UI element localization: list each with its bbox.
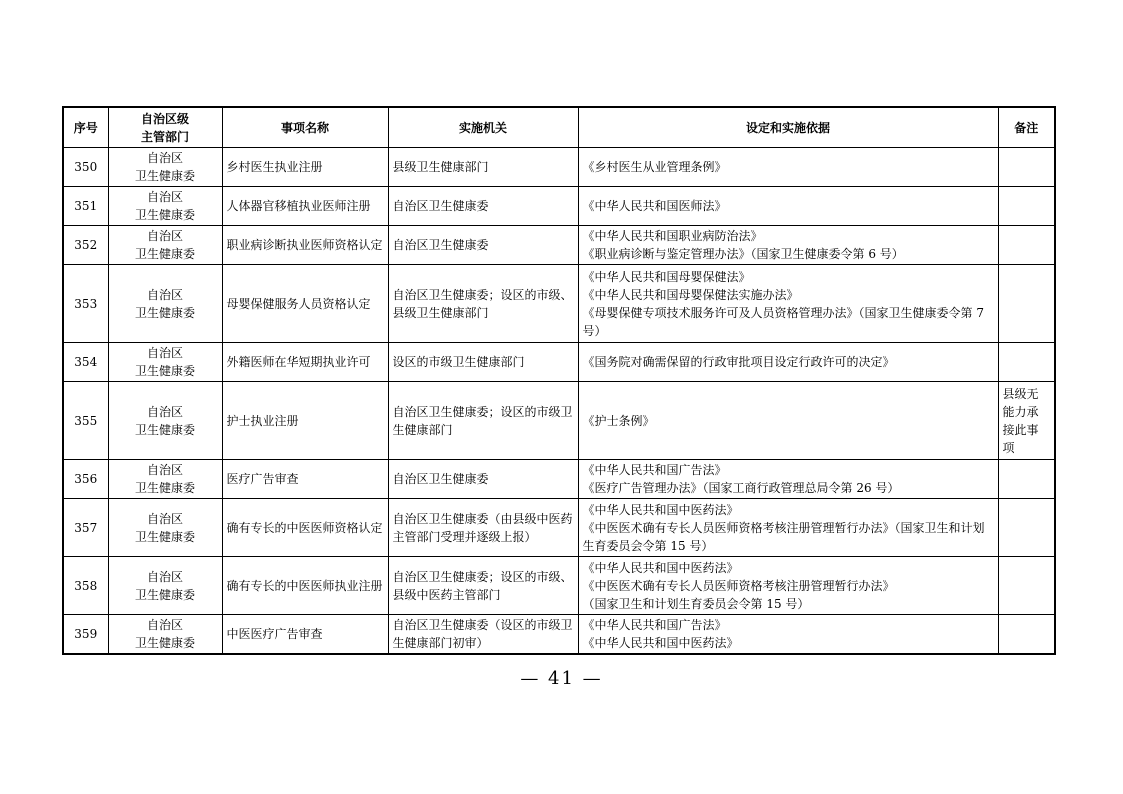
row-legal-basis [578,499,998,557]
row-item-name: 人体器官移植执业医师注册 [222,187,388,226]
row-department [108,187,222,226]
row-legal-basis [578,187,998,226]
basis-line: 《中华人民共和国母婴保健法》 [582,269,751,284]
department-line: 卫生健康委 [134,587,195,602]
department-line: 自治区 [146,346,183,360]
basis-line: 《中华人民共和国中医药法》 [582,636,739,650]
basis-line: 《护士条例》 [582,413,655,428]
department-line: 自治区 [146,463,183,477]
row-legal-basis [578,265,998,343]
basis-line: 《母婴保健专项技术服务许可及人员资格管理办法》（国家卫生健康委令第 7 号） [582,305,984,338]
row-implementing-org: 自治区卫生健康委（由县级中医药主管部门受理并逐级上报） [388,499,578,557]
row-item-name: 中医医疗广告审查 [222,615,388,655]
row-number: 350 [63,148,108,187]
row-department [108,460,222,499]
table-row [63,148,1055,187]
row-item-name: 确有专长的中医医师执业注册 [222,557,388,615]
row-legal-basis [578,148,998,187]
row-implementing-org: 自治区卫生健康委 [388,460,578,499]
department-line: 自治区 [146,404,183,419]
header-dept-line: 主管部门 [140,129,189,144]
row-legal-basis [578,226,998,265]
row-department [108,265,222,343]
row-number: 356 [63,460,108,499]
department-line: 卫生健康委 [134,305,195,320]
table-row [63,226,1055,265]
row-legal-basis [578,343,998,382]
header-no: 序号 [63,107,108,148]
header-dept-line: 自治区级 [140,111,189,126]
row-department [108,382,222,460]
basis-line: 《中华人民共和国医师法》 [582,199,727,213]
department-line: 自治区 [146,151,183,165]
department-line: 卫生健康委 [134,208,195,222]
row-number: 358 [63,557,108,615]
row-implementing-org: 自治区卫生健康委；设区的市级、县级卫生健康部门 [388,265,578,343]
row-item-name: 医疗广告审查 [222,460,388,499]
row-implementing-org: 县级卫生健康部门 [388,148,578,187]
table-row [63,615,1055,655]
row-number: 355 [63,382,108,460]
department-line: 卫生健康委 [134,636,195,650]
row-remark [998,615,1055,655]
basis-line: 《中华人民共和国中医药法》 [582,560,739,575]
basis-line: 《中华人民共和国广告法》 [582,618,727,632]
table-row [63,460,1055,499]
row-item-name: 护士执业注册 [222,382,388,460]
row-remark: 县级无能力承接此事项 [998,382,1055,460]
basis-line: 《国务院对确需保留的行政审批项目设定行政许可的决定》 [582,355,895,369]
department-line: 自治区 [146,618,183,632]
department-line: 自治区 [146,229,183,243]
row-legal-basis [578,615,998,655]
table-header-row [63,107,1055,148]
department-line: 卫生健康委 [134,247,195,261]
department-line: 自治区 [146,511,183,526]
header-note: 备注 [998,107,1055,148]
row-remark [998,557,1055,615]
row-item-name: 职业病诊断执业医师资格认定 [222,226,388,265]
row-legal-basis [578,557,998,615]
row-department [108,557,222,615]
table-row [63,343,1055,382]
page-number: — 41 — [520,668,603,689]
basis-line: 《中医医术确有专长人员医师资格考核注册管理暂行办法》（国家卫生和计划生育委员会令第 15 号） [582,520,985,553]
row-remark [998,226,1055,265]
row-implementing-org: 自治区卫生健康委 [388,226,578,265]
row-item-name: 外籍医师在华短期执业许可 [222,343,388,382]
row-remark [998,148,1055,187]
department-line: 卫生健康委 [134,529,195,544]
department-line: 卫生健康委 [134,364,195,378]
basis-line: 《医疗广告管理办法》（国家工商行政管理总局令第 26 号） [582,481,900,495]
row-implementing-org: 自治区卫生健康委（设区的市级卫生健康部门初审） [388,615,578,655]
header-org: 实施机关 [388,107,578,148]
row-item-name: 母婴保健服务人员资格认定 [222,265,388,343]
row-department [108,499,222,557]
row-implementing-org: 自治区卫生健康委 [388,187,578,226]
table-row [63,187,1055,226]
row-department [108,343,222,382]
row-legal-basis [578,382,998,460]
row-item-name: 确有专长的中医医师资格认定 [222,499,388,557]
row-legal-basis [578,460,998,499]
basis-line: （国家卫生和计划生育委员会令第 15 号） [582,596,810,611]
row-remark [998,187,1055,226]
table-row [63,265,1055,343]
basis-line: 《中华人民共和国中医药法》 [582,502,739,517]
department-line: 卫生健康委 [134,169,195,183]
row-implementing-org: 自治区卫生健康委；设区的市级、县级中医药主管部门 [388,557,578,615]
row-remark [998,460,1055,499]
row-remark [998,265,1055,343]
row-number: 359 [63,615,108,655]
row-implementing-org: 设区的市级卫生健康部门 [388,343,578,382]
header-dept [108,107,222,148]
department-line: 自治区 [146,569,183,584]
table-row [63,499,1055,557]
table-row [63,557,1055,615]
row-implementing-org: 自治区卫生健康委；设区的市级卫生健康部门 [388,382,578,460]
row-number: 351 [63,187,108,226]
basis-line: 《中华人民共和国广告法》 [582,463,727,477]
row-number: 357 [63,499,108,557]
basis-line: 《中华人民共和国职业病防治法》 [582,229,763,243]
department-line: 自治区 [146,287,183,302]
table-row [63,382,1055,460]
row-number: 353 [63,265,108,343]
row-remark [998,343,1055,382]
department-line: 自治区 [146,190,183,204]
basis-line: 《中华人民共和国母婴保健法实施办法》 [582,287,799,302]
basis-line: 《职业病诊断与鉴定管理办法》（国家卫生健康委令第 6 号） [582,247,904,261]
row-number: 352 [63,226,108,265]
header-name: 事项名称 [222,107,388,148]
row-remark [998,499,1055,557]
document-table [62,106,1056,655]
row-department [108,226,222,265]
header-basis: 设定和实施依据 [578,107,998,148]
row-number: 354 [63,343,108,382]
row-department [108,615,222,655]
row-item-name: 乡村医生执业注册 [222,148,388,187]
table-body [63,148,1055,655]
department-line: 卫生健康委 [134,422,195,437]
department-line: 卫生健康委 [134,481,195,495]
row-department [108,148,222,187]
basis-line: 《中医医术确有专长人员医师资格考核注册管理暂行办法》 [582,578,895,593]
basis-line: 《乡村医生从业管理条例》 [582,160,727,174]
